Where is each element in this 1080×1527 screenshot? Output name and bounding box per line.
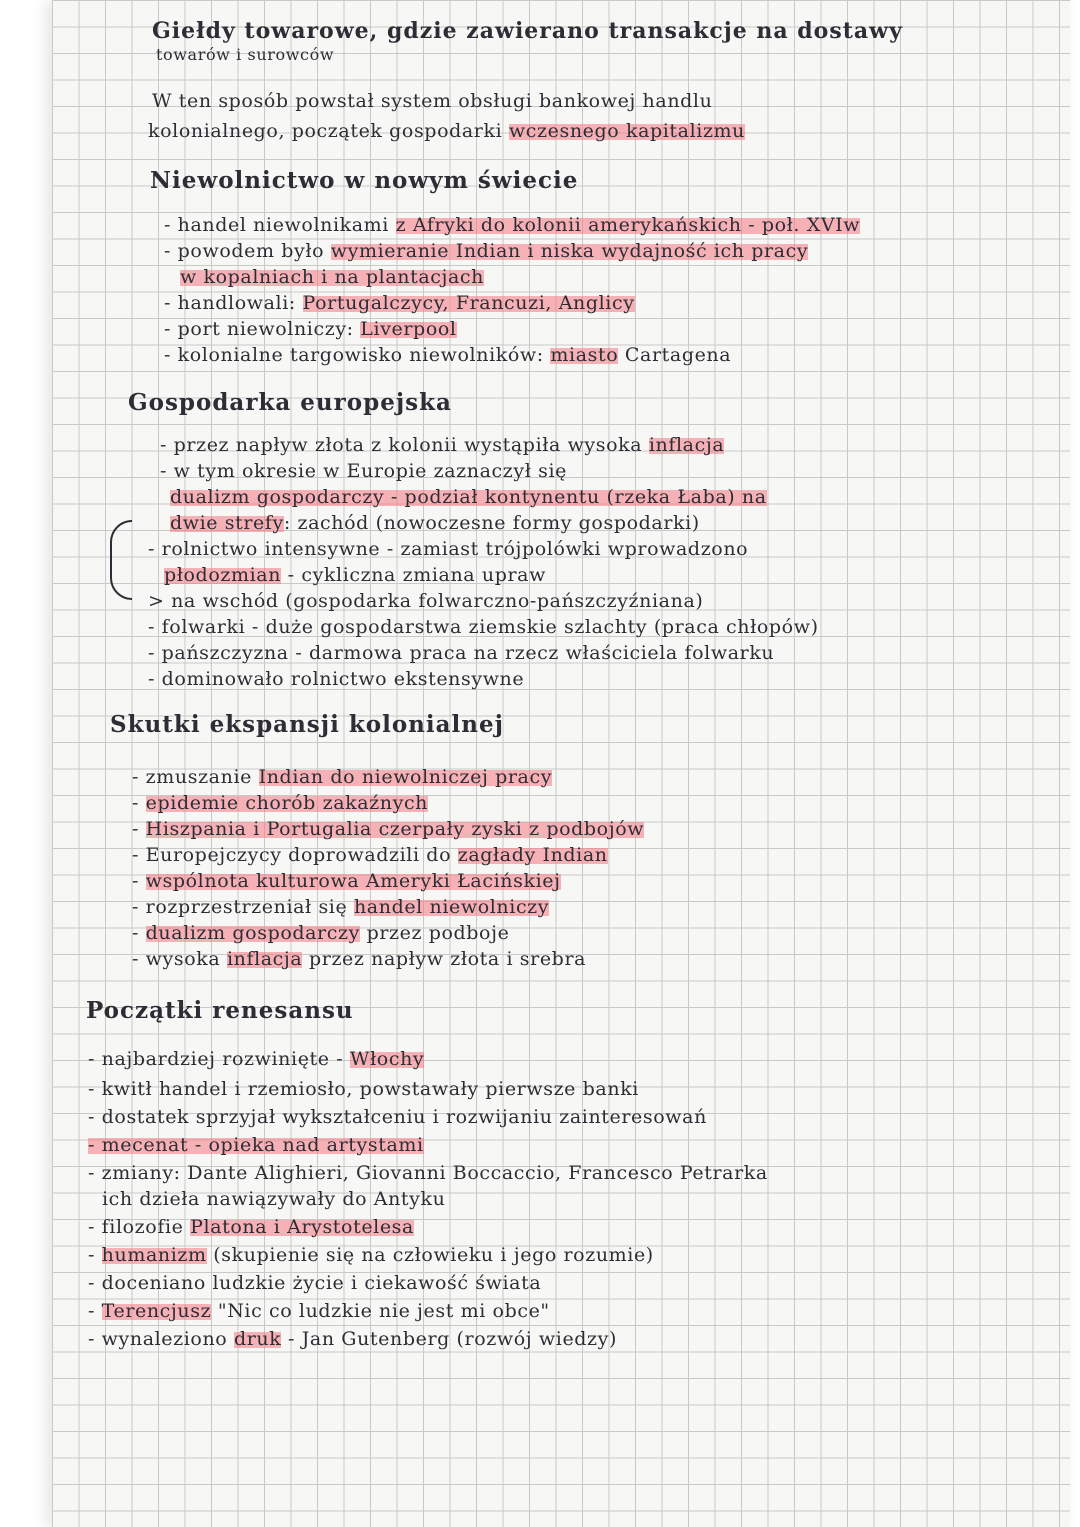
slavery-line-1 [164,212,860,238]
highlight-italy: Włochy [349,1048,425,1070]
slavery-line-2 [164,238,808,264]
highlight-dualism: dualizm gospodarczy [145,922,360,944]
renaissance-line-1 [88,1046,424,1072]
renaissance-line-2: - kwitł handel i rzemiosło, powstawały pierwsze banki [88,1078,639,1100]
renaissance-text-10a: - [88,1300,102,1322]
renaissance-text-10c: "Nic co ludzkie nie jest mi obce" [211,1300,550,1322]
intro-text-4a: kolonialnego, początek gospodarki [148,120,509,142]
intro-line-3 [152,88,712,114]
highlight-plato-aristotle: Platona i Arystotelesa [190,1216,414,1238]
intro-line-2 [156,42,334,68]
slavery-text-1a: - handel niewolnikami [164,214,396,236]
highlight-economic-dualism: dualizm gospodarczy - podział kontynentu (rzeka Łaba) na [170,486,767,508]
effects-line-8 [132,946,586,972]
slavery-text-5a: - port niewolniczy: [164,318,361,340]
effects-text-4a: - Europejczycy doprowadzili do [132,844,458,866]
renaissance-line-5: - zmiany: Dante Alighieri, Giovanni Boccaccio, Francesco Petrarka [88,1162,768,1184]
handwritten-notes [52,0,1070,1527]
effects-line-3 [132,816,644,842]
slavery-text-2a: - powodem było [164,240,331,262]
renaissance-line-7 [88,1214,414,1240]
economy-text-1a: - przez napływ złota z kolonii wystąpiła wysoka [160,434,649,456]
renaissance-line-11 [88,1326,617,1352]
economy-line-7: > na wschód (gospodarka folwarczno-pańszczyźniana) [148,590,704,612]
effects-text-8c: przez napływ złota i srebra [302,948,587,970]
highlight-africa-colonies: z Afryki do kolonii amerykańskich - poł. XVIw [395,214,861,236]
intro-line-4 [148,118,745,144]
highlight-printing: druk [233,1328,282,1350]
renaissance-text-8c: (skupienie się na człowieku i jego rozumie) [206,1244,654,1266]
highlight-inflation-2: inflacja [226,948,303,970]
highlight-two-zones: dwie strefy [170,512,284,534]
highlight-inflation: inflacja [648,434,725,456]
slavery-line-5 [164,316,457,342]
highlight-slave-trade: handel niewolniczy [353,896,550,918]
highlight-indian-dying: wymieranie Indian i niska wydajność ich pracy [330,240,809,262]
effects-line-5 [132,868,561,894]
effects-text-2a: - [132,792,146,814]
economy-line-10: - dominowało rolnictwo ekstensywne [148,668,525,690]
slavery-text-6a: - kolonialne targowisko niewolników: [164,344,551,366]
effects-text-6a: - rozprzestrzeniał się [132,896,354,918]
slavery-line-6 [164,342,731,368]
highlight-early-capitalism: wczesnego kapitalizmu [508,120,746,142]
slavery-text-4a: - handlowali: [164,292,303,314]
effects-text-7c: przez podboje [359,922,510,944]
highlight-mines-plantations: w kopalniach i na plantacjach [180,266,485,288]
highlight-city: miasto [550,344,619,366]
intro-text-1: Giełdy towarowe, gdzie zawierano transakcje na dostawy [152,18,903,44]
renaissance-line-9: - doceniano ludzkie życie i ciekawość świata [88,1272,542,1294]
economy-line-1 [160,432,724,458]
highlight-humanism: humanizm [101,1244,207,1266]
renaissance-text-11c: - Jan Gutenberg (rozwój wiedzy) [281,1328,618,1350]
renaissance-line-3: - dostatek sprzyjał wykształceniu i rozwijaniu zainteresowań [88,1106,707,1128]
economy-line-6 [164,562,546,588]
effects-text-1a: - zmuszanie [132,766,259,788]
section-heading-slavery: Niewolnictwo w nowym świecie [150,167,579,194]
highlight-epidemics: epidemie chorób zakaźnych [145,792,429,814]
bracket-mark [110,520,132,600]
highlight-spain-portugal: Hiszpania i Portugalia czerpały zyski z podbojów [145,818,645,840]
effects-line-2 [132,790,428,816]
section-heading-economy: Gospodarka europejska [128,389,452,416]
slavery-line-3 [180,264,484,290]
highlight-traders: Portugalczycy, Francuzi, Anglicy [302,292,635,314]
intro-text-2: towarów i surowców [156,45,335,64]
effects-text-8a: - wysoka [132,948,227,970]
economy-line-4 [170,510,700,536]
intro-text-3: W ten sposób powstał system obsługi bankowej handlu [152,90,713,112]
renaissance-line-4 [88,1132,424,1158]
highlight-terence: Terencjusz [101,1300,212,1322]
effects-text-3a: - [132,818,146,840]
economy-line-3 [170,484,767,510]
effects-line-6 [132,894,549,920]
renaissance-text-1a: - najbardziej rozwinięte - [88,1048,350,1070]
economy-line-8: - folwarki - duże gospodarstwa ziemskie szlachty (praca chłopów) [148,616,819,638]
effects-line-1 [132,764,552,790]
effects-text-7a: - [132,922,146,944]
renaissance-text-11a: - wynaleziono [88,1328,234,1350]
highlight-latin-america: wspólnota kulturowa Ameryki Łacińskiej [145,870,561,892]
effects-text-5a: - [132,870,146,892]
economy-line-5: - rolnictwo intensywne - zamiast trójpolówki wprowadzono [148,538,749,560]
highlight-patronage: - mecenat - opieka nad artystami [88,1134,424,1156]
slavery-text-6c: Cartagena [618,344,732,366]
effects-line-4 [132,842,608,868]
effects-line-7 [132,920,509,946]
renaissance-line-8 [88,1242,654,1268]
economy-line-9: - pańszczyzna - darmowa praca na rzecz właściciela folwarku [148,642,775,664]
economy-line-2: - w tym okresie w Europie zaznaczył się [160,460,567,482]
economy-text-6b: - cykliczna zmiana upraw [281,564,546,586]
renaissance-line-10 [88,1298,550,1324]
section-heading-renaissance: Początki renesansu [86,997,354,1024]
renaissance-text-8a: - [88,1244,102,1266]
renaissance-line-6: ich dzieła nawiązywały do Antyku [102,1188,446,1210]
section-heading-effects: Skutki ekspansji kolonialnej [110,711,504,738]
highlight-crop-rotation: płodozmian [164,564,282,586]
renaissance-text-7a: - filozofie [88,1216,191,1238]
highlight-extermination: zagłady Indian [457,844,608,866]
highlight-forced-labor: Indian do niewolniczej pracy [258,766,553,788]
slavery-line-4 [164,290,635,316]
intro-line-1 [152,18,903,44]
highlight-liverpool: Liverpool [360,318,457,340]
economy-text-4b: : zachód (nowoczesne formy gospodarki) [283,512,700,534]
